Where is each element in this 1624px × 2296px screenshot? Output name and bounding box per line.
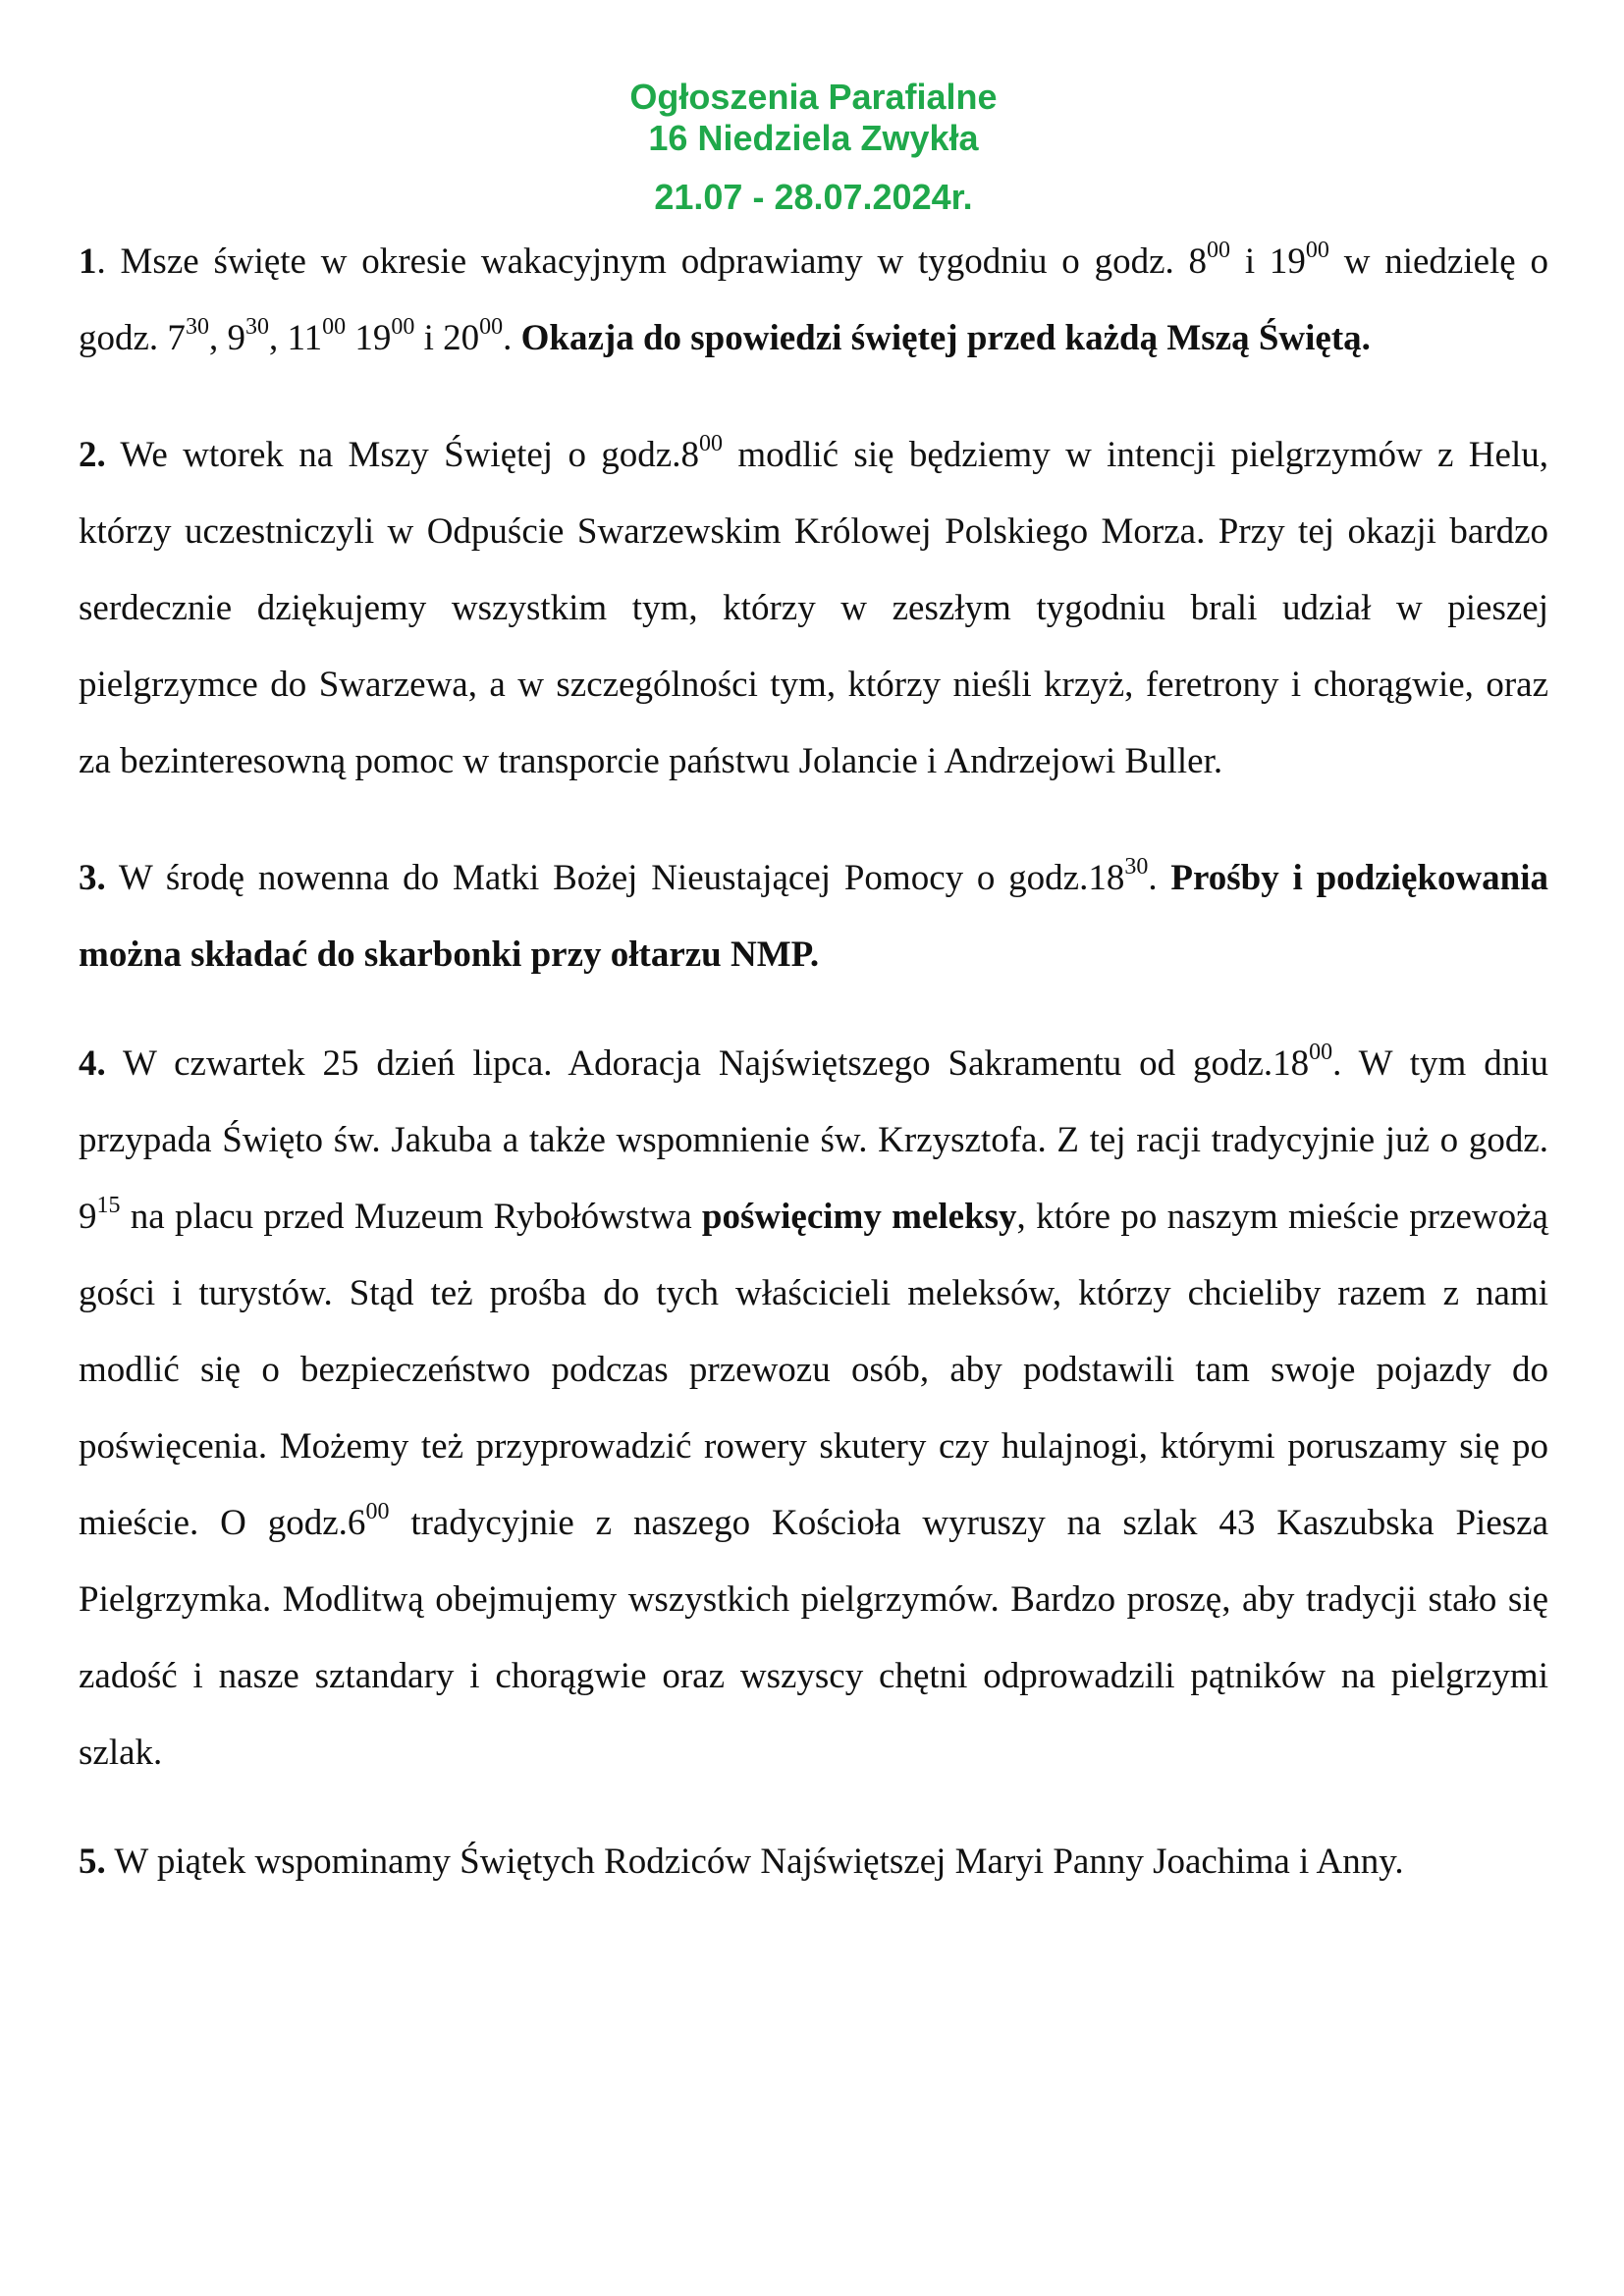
time-superscript: 15 bbox=[96, 1193, 121, 1218]
item-text: . bbox=[1148, 858, 1171, 898]
item-text: w niedzielę o godz. 7 bbox=[79, 241, 1549, 358]
item-text: We wtorek na Mszy Świętej o godz.8 bbox=[105, 435, 699, 475]
item-text: , 11 bbox=[268, 318, 323, 358]
item-text: , które po naszym mieście przewożą gości i turystów. Stąd też prośba do tych właścicieli meleksów, którzy chcieliby razem z nami modlić się o bezpieczeństwo podczas przewozu osób, aby podstawili tam swoje pojazdy do poświęcenia. Możemy też przyprowadzić rowery skutery czy hulajnogi, którymi poruszamy się po mieście. O godz.6 bbox=[79, 1197, 1548, 1543]
time-superscript: 00 bbox=[1309, 1040, 1333, 1065]
item-text: W piątek wspominamy Świętych Rodziców Najświętszej Maryi Panny Joachima i Anny. bbox=[105, 1842, 1404, 1882]
time-superscript: 00 bbox=[1305, 238, 1329, 263]
item-number: 3. bbox=[79, 858, 106, 898]
item-number: 4. bbox=[79, 1043, 106, 1084]
item-text: i 19 bbox=[1230, 241, 1306, 282]
item-text: W środę nowenna do Matki Bożej Nieustającej Pomocy o godz.18 bbox=[105, 858, 1125, 898]
item-number: 1 bbox=[79, 241, 97, 282]
announcement-header bbox=[79, 77, 1548, 218]
item-text: , 9 bbox=[208, 318, 245, 358]
item-text: . Msze święte w okresie wakacyjnym odprawiamy w tygodniu o godz. 8 bbox=[96, 241, 1208, 282]
item-text: tradycyjnie z naszego Kościoła wyruszy na szlak 43 Kaszubska Piesza Pielgrzymka. Modlitwą obejmujemy wszystkich pielgrzymów. Bardzo proszę, aby tradycji stało się zadość i nasze sztandary i chorągwie oraz wszyscy chętni odprowadzili pątników na pielgrzymi szlak. bbox=[79, 1503, 1548, 1773]
announcement-body bbox=[79, 224, 1548, 1900]
announcement-item bbox=[79, 840, 1548, 993]
time-superscript: 00 bbox=[391, 314, 415, 340]
item-text: 19 bbox=[346, 318, 392, 358]
bold-text: poświęcimy meleksy bbox=[701, 1197, 1017, 1237]
header-title: Ogłoszenia Parafialne bbox=[629, 77, 998, 117]
header-sunday: 16 Niedziela Zwykła bbox=[648, 118, 979, 158]
time-superscript: 00 bbox=[698, 431, 723, 456]
time-superscript: 30 bbox=[185, 314, 209, 340]
item-text: na placu przed Muzeum Rybołówstwa bbox=[120, 1197, 702, 1237]
announcement-item bbox=[79, 1026, 1548, 1791]
item-text: i 20 bbox=[414, 318, 480, 358]
item-text: . W tym dniu przypada Święto św. Jakuba a także wspomnienie św. Krzysztofa. Z tej racji tradycyjnie już o godz. 9 bbox=[79, 1043, 1548, 1237]
item-number: 2. bbox=[79, 435, 106, 475]
bold-text: Prośby i podziękowania można składać do skarbonki przy ołtarzu NMP. bbox=[79, 858, 1549, 975]
item-text: modlić się będziemy w intencji pielgrzymów z Helu, którzy uczestniczyli w Odpuście Swarzewskim Królowej Polskiego Morza. Przy tej okazji bardzo serdecznie dziękujemy wszystkim tym, którzy w zeszłym tygodniu brali udział w pieszej pielgrzymce do Swarzewa, a w szczególności tym, którzy nieśli krzyż, feretrony i chorągwie, oraz za bezinteresowną pomoc w transporcie państwu Jolancie i Andrzejowi Buller. bbox=[79, 435, 1548, 781]
header-date-range: 21.07 - 28.07.2024r. bbox=[654, 177, 973, 217]
item-text: . bbox=[503, 318, 521, 358]
time-superscript: 30 bbox=[1124, 854, 1149, 880]
announcement-item bbox=[79, 1824, 1548, 1900]
time-superscript: 00 bbox=[322, 314, 347, 340]
announcement-item bbox=[79, 224, 1548, 377]
time-superscript: 00 bbox=[365, 1499, 390, 1524]
bold-text: Okazja do spowiedzi świętej przed każdą Mszą Świętą. bbox=[520, 318, 1371, 358]
time-superscript: 30 bbox=[244, 314, 269, 340]
time-superscript: 00 bbox=[1207, 238, 1231, 263]
item-text: W czwartek 25 dzień lipca. Adoracja Najświętszego Sakramentu od godz.18 bbox=[105, 1043, 1310, 1084]
item-number: 5. bbox=[79, 1842, 106, 1882]
time-superscript: 00 bbox=[479, 314, 504, 340]
announcement-item bbox=[79, 417, 1548, 800]
